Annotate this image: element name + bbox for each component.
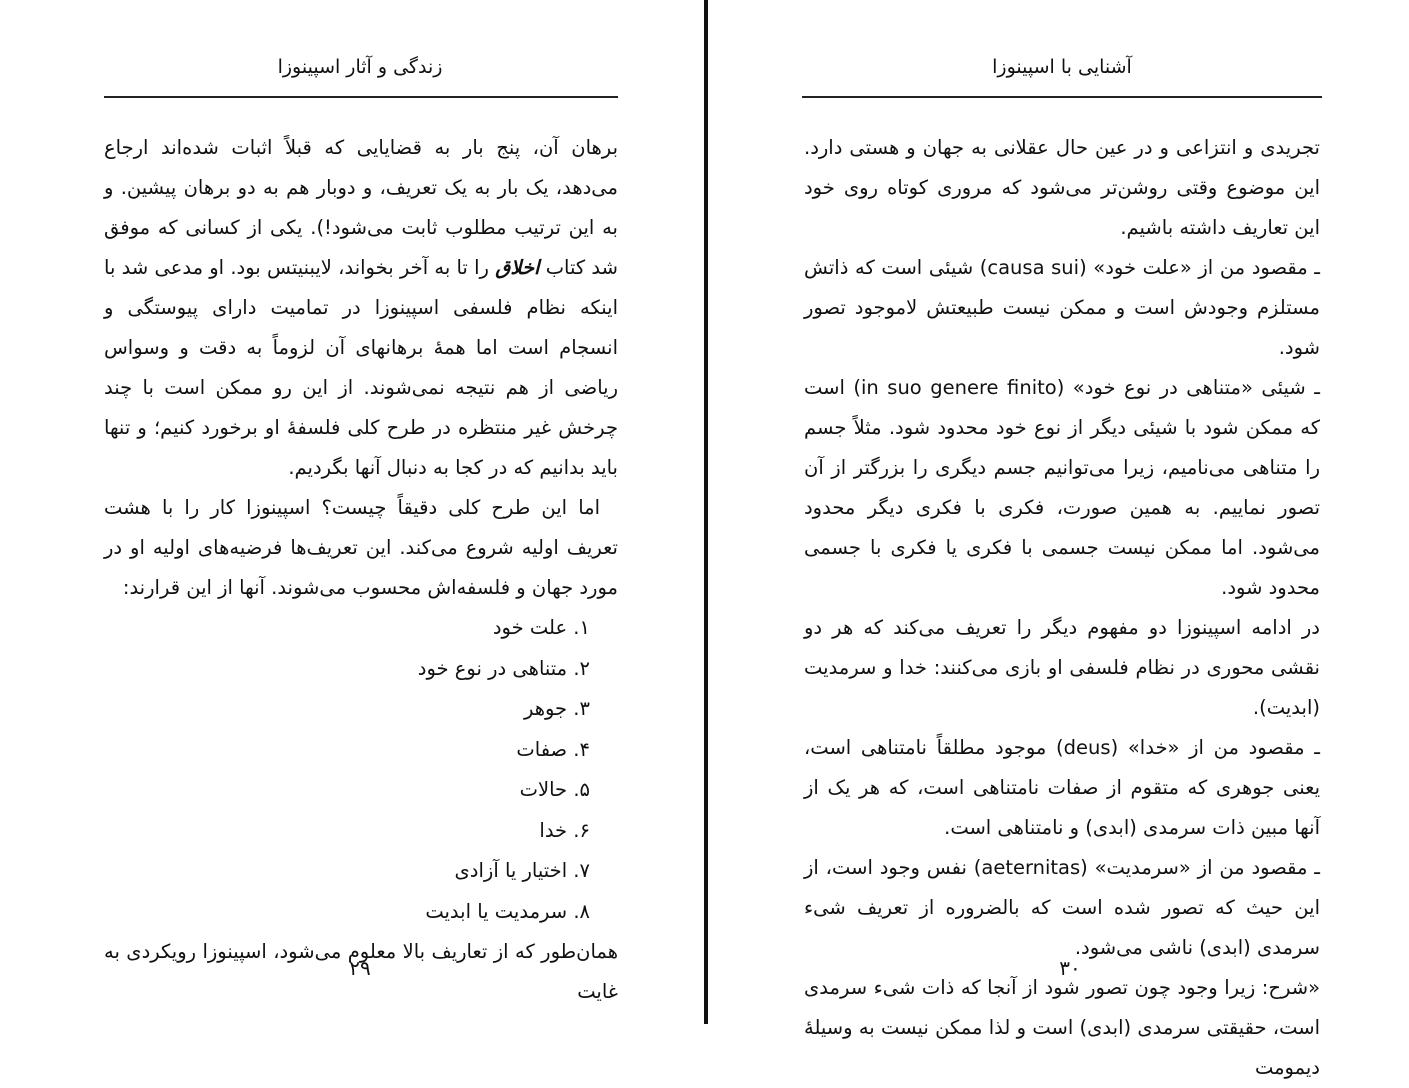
header-rule — [802, 96, 1322, 98]
page-body — [104, 128, 618, 1012]
left-page — [0, 0, 704, 1024]
book-title-emphasis: اخلاق — [495, 256, 540, 279]
paragraph: ـ مقصود من از «سرمدیت» (aeternitas) نفس وجود است، از این حیث که تصور شده است که بالضروره از تعریف شیء سرمدی (ابدی) ناشی می‌شود. — [804, 856, 1320, 959]
paragraph-text: برهان آن، پنج بار به قضایایی که قبلاً اثبات شده‌اند ارجاع می‌دهد، یک بار به یک تعریف، و دوبار هم به دو برهان پیشین. و به این ترتیب مطلوب ثابت می‌شود!). یکی از کسانی که موفق شد کتاب — [104, 136, 618, 279]
book-spine-divider — [704, 0, 708, 1024]
definitions-list — [104, 608, 618, 932]
page-body — [804, 128, 1320, 1088]
list-item: ۴. صفات — [516, 737, 590, 761]
list-item: ۶. خدا — [539, 818, 590, 842]
paragraph — [104, 128, 618, 488]
running-header: آشنایی با اسپینوزا — [992, 56, 1132, 78]
paragraph: در ادامه اسپینوزا دو مفهوم دیگر را تعریف می‌کند که هر دو نقشی محوری در نظام فلسفی او بازی می‌کنند: خدا و سرمدیت (ابدیت). — [804, 616, 1320, 719]
paragraph: اما این طرح کلی دقیقاً چیست؟ اسپینوزا کار را با هشت تعریف اولیه شروع می‌کند. این تعریف‌ها فرضیه‌های اولیه او در مورد جهان و فلسفه‌اش محسوب می‌شوند. آنها از این قرارند: — [104, 496, 618, 599]
header-rule — [104, 96, 618, 98]
paragraph: ـ مقصود من از «خدا» (deus) موجود مطلقاً نامتناهی است، یعنی جوهری که متقوم از صفات نامتناهی است، که هر یک از آنها مبین ذات سرمدی (ابدی) و نامتناهی است. — [804, 736, 1320, 839]
running-header: زندگی و آثار اسپینوزا — [277, 56, 443, 78]
paragraph: ـ شیئی «متناهی در نوع خود» (in suo genere finito) است که ممکن شود با شیئی دیگر از نوع خود محدود شود. مثلاً جسم را متناهی می‌نامیم، زیرا می‌توانیم جسم دیگری را بزرگتر از آن تصور نماییم. به همین صورت، فکری با فکری دیگر محدود می‌شود. اما ممکن نیست جسمی با فکری یا فکری با جسمی محدود شود. — [804, 376, 1320, 599]
list-item: ۳. جوهر — [523, 697, 590, 720]
list-item: ۲. متناهی در نوع خود — [417, 656, 590, 680]
list-item: ۱. علت خود — [492, 616, 590, 639]
list-item: ۷. اختیار یا آزادی — [454, 859, 590, 882]
page-number: ۲۹ — [349, 956, 371, 980]
list-item: ۵. حالات — [519, 778, 590, 801]
paragraph: ـ مقصود من از «علت خود» (causa sui) شیئی است که ذاتش مستلزم وجودش است و ممکن نیست طبیعتش لاموجود تصور شود. — [804, 256, 1320, 359]
page-number: ۳۰ — [1059, 956, 1081, 980]
paragraph: همان‌طور که از تعاریف بالا معلوم می‌شود، اسپینوزا رویکردی به غایت — [104, 940, 618, 1003]
right-page — [710, 0, 1409, 1079]
paragraph: «شرح: زیرا وجود چون تصور شود از آنجا که ذات شیء سرمدی است، حقیقتی سرمدی (ابدی) است و لذا ممکن نیست به وسیلهٔ دیمومت — [804, 976, 1320, 1079]
paragraph: تجریدی و انتزاعی و در عین حال عقلانی به جهان و هستی دارد. این موضوع وقتی روشن‌تر می‌شود که مروری کوتاه روی خود این تعاریف داشته باشیم. — [804, 136, 1320, 239]
list-item: ۸. سرمدیت یا ابدیت — [425, 899, 590, 923]
paragraph-text: را تا به آخر بخواند، لایبنیتس بود. او مدعی شد با اینکه نظام فلسفی اسپینوزا در تمامیت دارای پیوستگی و انسجام است اما همهٔ برهانهای آن لزوماً به دقت و وسواس ریاضی از هم نتیجه نمی‌شوند. از این رو ممکن است با چند چرخش غیر منتظره در طرح کلی فلسفهٔ او برخورد کنیم؛ و تنها باید بدانیم که در کجا به دنبال آنها بگردیم. — [104, 256, 618, 479]
